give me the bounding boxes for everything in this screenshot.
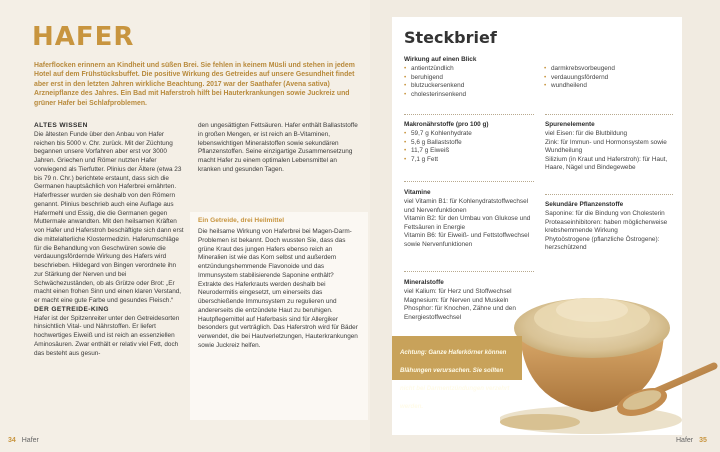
spuren-heading: Spurenelemente [545, 121, 595, 128]
spuren-text: viel Eisen: für die Blutbildung Zink: für Immun- und Hormonsystem sowie Wundheilung Silizium (in Kraut und Haferstroh): für Haut, Haare, Nägel und Bindegewebe [545, 130, 668, 172]
makro-section [404, 121, 534, 164]
sekundaer-heading: Sekundäre Pflanzenstoffe [545, 201, 624, 208]
warning-note [392, 336, 522, 410]
warning-note-text: Achtung: Ganze Haferkörner können Blähungen verursachen. Sie sollten nicht bei Darmentzündungen verzehrt werden. [400, 349, 510, 410]
wirkung-list-right [544, 65, 674, 99]
list-item: • 5,6 g Ballaststoffe [404, 139, 534, 148]
intro-paragraph: Haferflocken erinnern an Kindheit und süßen Brei. Sie fehlen in keinem Müsli und stehen in jedem Hotel auf dem Frühstücksbuffet. Die positive Wirkung des Getreides auf unsere Gesundheit findet aber erst in den letzten Jahren wirkliche Beachtung. 2017 war der Saathafer (Avena sativa) Arzneipflanze des Jahres. Ein Bad mit Haferstroh hilft bei Hauterkrankungen sowie Juckreiz und grüner Hafer bei Schlafproblemen. [34, 62, 355, 107]
list-item: • 11,7 g Eiweiß [404, 147, 534, 156]
list-item: • blutzuckersenkend [404, 82, 544, 91]
list-item: • 7,1 g Fett [404, 156, 534, 165]
mineral-text: viel Kalium: für Herz und Stoffwechsel Magnesium: für Nerven und Muskeln Phosphor: für Knochen, Zähne und den Energiestoffwechsel [404, 288, 516, 321]
vitamine-text: viel Vitamin B1: für Kohlenydratstoffwechsel und Nervenfunktionen Vitamin B2: für den Umbau von Glukose und Fettsäuren in Energie Vitamin B6: für Eiweiß- und Fettstoffwechsel sowie Nervenfunktionen [404, 198, 531, 248]
page-number-left: 34 [8, 437, 16, 444]
list-item: • antientzündlich [404, 65, 544, 74]
altes-wissen-text: Die ältesten Funde über den Anbau von Hafer reichen bis 5000 v. Chr. zurück. Mit der Züchtung begannen unsere Vorfahren aber erst vor 3000 Jahren. Griechen und Römer nutzten Hafer vorwiegend als Tierfutter. Plinius der Ältere (etwa 23 bis 79 n. Chr.) berichtete erstaunt, dass sich die Germanen hauptsächlich von Haferbrei ernährten. Haferfresser wurden sie deshalb von den Römern genannt. Plinius beschrieb auch eine Auflage aus Hafermehl und Essig, die die Germanen gegen Muttermale anwandten. Mit den heilsamen Kräften von Hafer und Haferstroh beschäftigte sich dann erst die mittelalterliche Klostermedizin. Haferumschläge für die Behandlung von Geschwüren sowie die verdauungsfördernde Wirkung des Hafers wird beschrieben. Hildegard von Bingen verordnete ihn zur Stärkung der Nerven und bei Schwächezuständen, ob als Grütze oder Brot: „Er macht einen frohen Sinn und einen klaren Verstand, er macht eine gute Farbe und gesundes Fleisch.“ [34, 130, 184, 304]
vitamine-heading: Vitamine [404, 189, 431, 196]
page-title: HAFER [32, 22, 135, 52]
getreide-king-text-cont: den ungesättigten Fettsäuren. Hafer enthält Ballaststoffe in großen Mengen, er ist reich an B-Vitaminen, lebenswichtigen Mineralstoffen sowie sekundären Pflanzenstoffen. Seine einzigartige Zusammensetzung macht Hafer zu einem optimalen Lebensmittel an kranken und gesunden Tagen. [198, 122, 358, 173]
list-item: • wundheilend [544, 82, 674, 91]
footer-label-right: Hafer [676, 437, 694, 444]
heading-altes-wissen: ALTES WISSEN [34, 122, 88, 129]
vitamine-section [404, 189, 539, 250]
footer-label-left: Hafer [21, 437, 39, 444]
wirkung-section [404, 56, 674, 99]
list-item: • verdauungsfördernd [544, 74, 674, 83]
right-footer [676, 437, 707, 444]
oat-bowl-photo [500, 262, 720, 436]
wirkung-list-left [404, 65, 544, 99]
heading-getreide-king: DER GETREIDE-KING [34, 305, 109, 313]
list-item: • cholesterinsenkend [404, 91, 544, 100]
divider [404, 181, 534, 182]
divider [545, 194, 673, 195]
sekundaer-section [545, 201, 677, 253]
spuren-section [545, 121, 677, 173]
page-number-right: 35 [699, 437, 707, 444]
makro-heading: Makronährstoffe (pro 100 g) [404, 121, 489, 128]
column-1 [34, 122, 184, 358]
left-footer [8, 437, 39, 444]
list-item: • darmkrebsvorbeugend [544, 65, 674, 74]
column-2 [198, 122, 358, 175]
makro-list [404, 130, 534, 164]
divider [545, 114, 673, 115]
wirkung-heading: Wirkung auf einen Blick [404, 56, 477, 63]
heilmittel-box-text: Die heilsame Wirkung von Haferbrei bei Magen-Darm-Problemen ist bekannt. Doch wussten Sie, dass das grüne Kraut des jungen Hafers ebenso reich an Mineralien ist wie das Korn selbst und außerdem entzündungshemmende Flavonoide und das Immunsystem stabilisierende Saponine enthält? Extrakte des Haferkrauts werden deshalb bei Neurodermitis eingesetzt, um einerseits das überschießende Immunsystem zu regulieren und andererseits die entzündete Haut zu beruhigen. Hautpflegemittel auf Haferbasis sind für Allergiker besonders gut verträglich. Das Haferstroh wird für Bäder verwendet, die bei Hautverletzungen, Hauterkrankungen sowie Juckreiz helfen. [198, 228, 358, 349]
mineral-heading: Mineralstoffe [404, 279, 444, 286]
divider [404, 114, 534, 115]
steckbrief-title: Steckbrief [404, 28, 497, 47]
getreide-king-text: Hafer ist der Spitzenreiter unter den Getreidesorten hinsichtlich Vital- und Nährstoffen. Er liefert hochwertiges Eiweiß und ist reich an essenziellen Aminosäuren. Zwar enthält er relativ viel Fett, doch das besteht aus gesun- [34, 314, 180, 357]
sekundaer-text: Saponine: für die Bindung von Cholesterin Proteaseinhibitoren: haben möglicherweise krebshemmende Wirkung Phytoöstrogene (pflanzliche Östrogene): herzschützend [545, 210, 668, 252]
list-item: • 59,7 g Kohlenhydrate [404, 130, 534, 139]
heilmittel-box-title: Ein Getreide, drei Heilmittel [198, 217, 285, 224]
list-item: • beruhigend [404, 74, 544, 83]
